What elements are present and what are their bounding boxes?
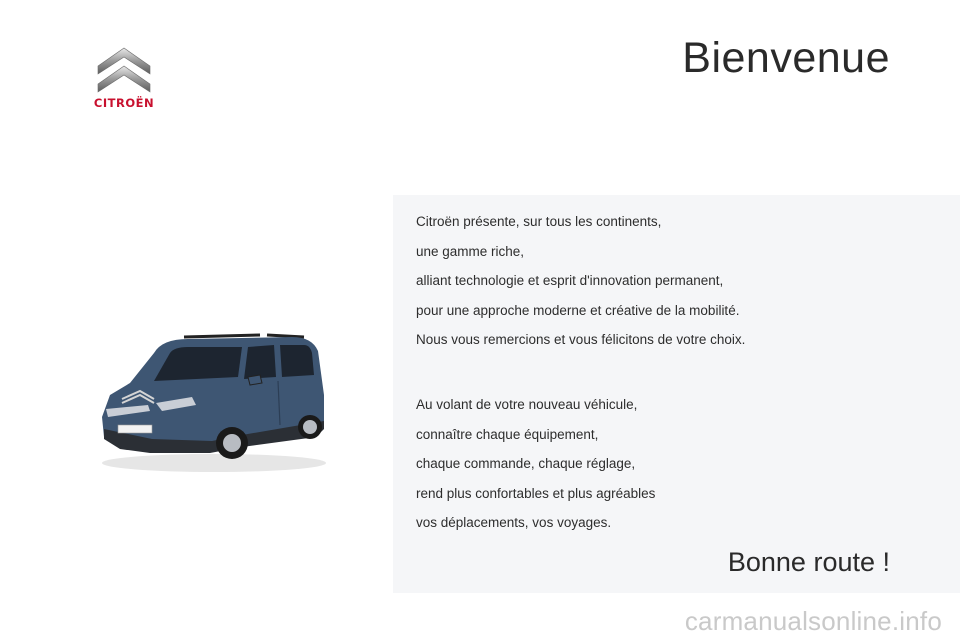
intro-line: pour une approche moderne et créative de la mobilité. [416,302,740,318]
citroen-logo [78,44,170,112]
brand-wordmark: CITROËN [93,96,155,110]
body-line: rend plus confortables et plus agréables [416,485,656,501]
intro-line: alliant technologie et esprit d'innovation permanent, [416,273,724,288]
page-title: Bienvenue [682,34,890,82]
intro-line: une gamme riche, [416,243,525,259]
body-line: chaque commande, chaque réglage, [416,456,636,471]
body-line: vos déplacements, vos voyages. [416,515,612,530]
welcome-panel [393,195,960,593]
double-chevron-icon [78,44,170,96]
intro-line: Citroën présente, sur tous les continents, [416,214,662,229]
intro-paragraph [416,212,745,360]
body-line: connaître chaque équipement, [416,426,599,442]
signoff-text: Bonne route ! [727,547,890,577]
body-paragraph [416,395,655,543]
intro-line: Nous vous remercions et vous félicitons de votre choix. [416,332,746,347]
vehicle-image [92,325,332,475]
body-line: Au volant de votre nouveau véhicule, [416,397,638,412]
watermark: carmanualsonline.info [684,606,942,636]
